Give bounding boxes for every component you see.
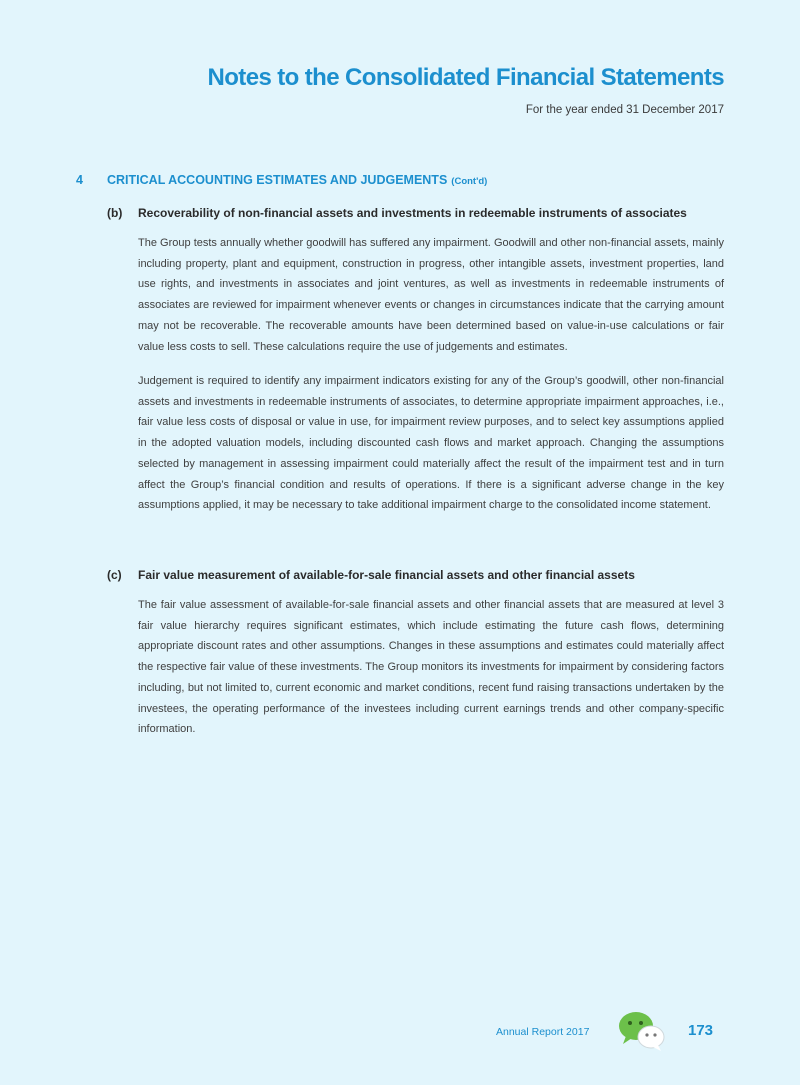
page-subtitle: For the year ended 31 December 2017 [525, 104, 724, 116]
subsection-b-tag: (b) [107, 206, 123, 220]
page-title: Notes to the Consolidated Financial Statements [207, 64, 724, 91]
subsection-c-heading [107, 568, 635, 582]
subsection-b-paragraph-2: Judgement is required to identify any impairment indicators existing for any of the Group’s goodwill, other non-financial assets and investments in redeemable instruments of associates, to determine appropriate impairment approaches, i.e., fair value less costs of disposal or value in use, for impairment review purposes, and to select key assumptions applied in the adopted valuation models, including discounted cash flows and market approach. Changing the assumptions selected by management in assessing impairment could materially affect the result of the impairment test and in turn affect the Group’s financial condition and results of operations. If there is a significant adverse change in the key assumptions applied, it may be necessary to take additional impairment charge to the consolidated income statement. [138, 375, 724, 512]
section-title: CRITICAL ACCOUNTING ESTIMATES AND JUDGEMENTS [107, 173, 448, 187]
subsection-c-title: Fair value measurement of available-for-sale financial assets and other financial assets [138, 568, 635, 582]
wechat-bubble-small [638, 1026, 664, 1051]
section-number: 4 [76, 173, 83, 187]
wechat-icon [616, 1010, 668, 1052]
page-number: 173 [688, 1022, 714, 1039]
subsection-c-paragraph-1: The fair value assessment of available-for-sale financial assets and other financial assets that are measured at level 3 fair value hierarchy requires significant estimates, which include estimating the future cash flows, determining appropriate discount rates and other assumptions. Changes in these assumptions and estimates could materially affect the respective fair value of these investments. The Group monitors its investments for impairment by considering factors including, but not limited to, current economic and market conditions, recent fund raising transactions undertaken by the investees, the operating performance of the investees including current earnings trends and other company-specific information. [138, 599, 724, 736]
subsection-b-paragraph-1: The Group tests annually whether goodwill has suffered any impairment. Goodwill and other non-financial assets, mainly including property, plant and equipment, construction in progress, other intangible assets, investment properties, land use rights, and investments in associates and joint ventures, as well as investments in redeemable instruments of associates are reviewed for impairment whenever events or changes in circumstances indicate that the carrying amount may not be recoverable. The recoverable amounts have been determined based on value-in-use calculations or fair value less costs to sell. These calculations require the use of judgements and estimates. [138, 237, 724, 353]
subsection-b-heading [107, 206, 687, 220]
subsection-c-tag: (c) [107, 568, 122, 582]
footer-report-label: Annual Report 2017 [496, 1026, 590, 1038]
section-contd: (Cont'd) [451, 176, 488, 187]
subsection-b-title: Recoverability of non-financial assets and investments in redeemable instruments of associates [138, 206, 687, 220]
section-heading [76, 173, 487, 187]
